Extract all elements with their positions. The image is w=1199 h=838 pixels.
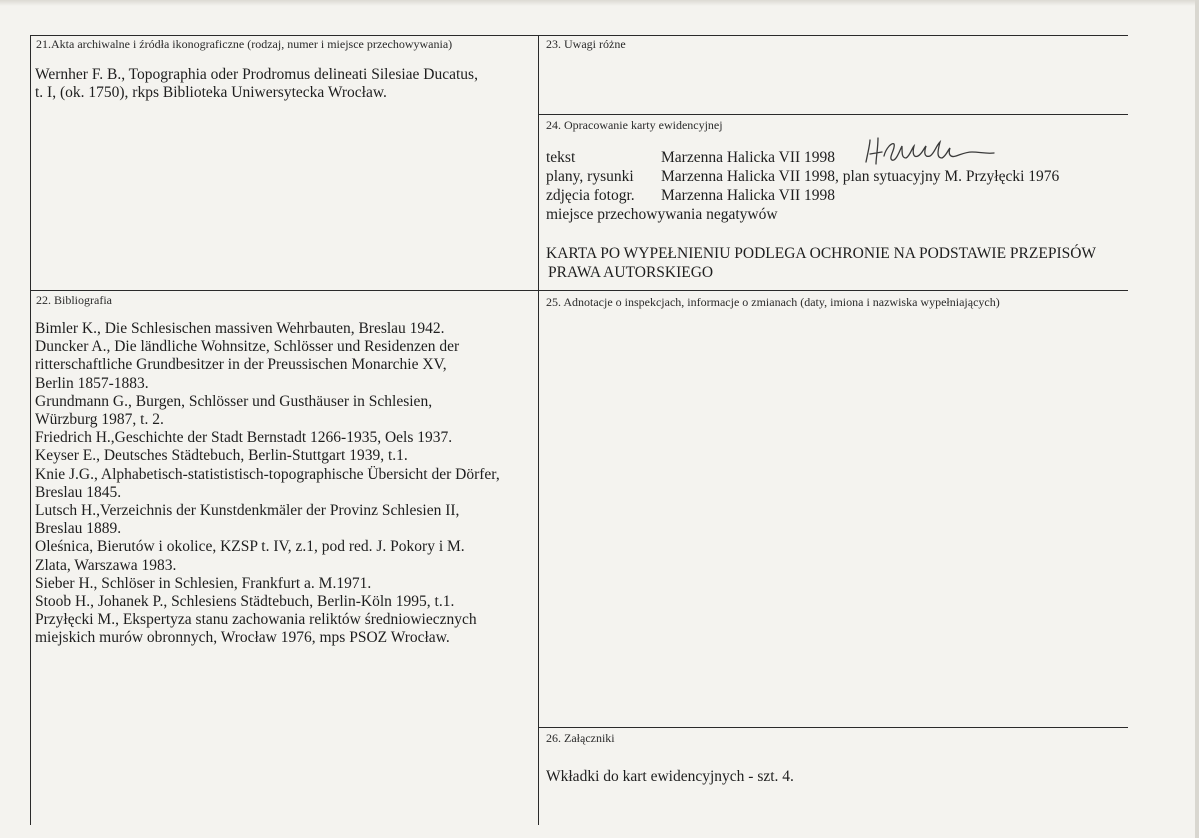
cell-22-label: 22. Bibliografia [36,293,112,307]
bibliography-line: Friedrich H.,Geschichte der Stadt Bernstadt 1266-1935, Oels 1937. [35,429,453,447]
bibliography-line: ritterschaftliche Grundbesitzer in der Preussischen Monarchie XV, [35,356,447,374]
copyright-notice-line-1: KARTA PO WYPEŁNIENIU PODLEGA OCHRONIE NA PODSTAWIE PRZEPISÓW [546,245,1097,262]
grid-line-center [538,35,539,825]
row-value: Marzenna Halicka VII 1998 [661,149,836,166]
bibliography-line: Duncker A., Die ländliche Wohnsitze, Schlösser und Residenzen der [35,338,460,356]
bibliography-line: Stoob H., Johanek P., Schlesiens Städtebuch, Berlin-Köln 1995, t.1. [35,593,455,611]
cell-24-row-drawings [546,168,1059,186]
bibliography-line: Zlata, Warszawa 1983. [35,556,177,574]
cell-24-row-photos [546,187,835,205]
bibliography-line: Bimler K., Die Schlesischen massiven Wehrbauten, Breslau 1942. [35,320,445,337]
grid-line-left [30,35,31,825]
cell-23-label: 23. Uwagi różne [546,37,626,51]
bibliography-line: miejskich murów obronnych, Wrocław 1976, mps PSOZ Wrocław. [35,629,450,647]
bibliography-line: Sieber H., Schlöser in Schlesien, Frankfurt a. M.1971. [35,574,372,592]
grid-line-middle [30,290,1128,291]
grid-line-23-24 [538,114,1128,115]
grid-line-25-26 [538,727,1128,728]
cell-21-label: 21.Akta archiwalne i źródła ikonograficzne (rodzaj, numer i miejsce przechowywania) [36,37,453,51]
bibliography-list [35,320,500,648]
copyright-notice-line-2: PRAWA AUTORSKIEGO [548,264,714,281]
bibliography-line: Breslau 1889. [35,520,122,538]
bibliography-line: Oleśnica, Bierutów i okolice, KZSP t. IV, z.1, pod red. J. Pokory i M. [35,538,465,556]
bibliography-line: Keyser E., Deutsches Städtebuch, Berlin-Stuttgart 1939, t.1. [35,447,408,465]
cell-24-label: 24. Opracowanie karty ewidencyjnej [546,118,723,132]
grid-line-top [30,35,1128,36]
row-key: tekst [546,149,576,166]
cell-25-label: 25. Adnotacje o inspekcjach, informacje o zmianach (daty, imiona i nazwiska wypełniających) [546,295,1000,309]
bibliography-line: Würzburg 1987, t. 2. [35,411,164,429]
cell-26-text: Wkładki do kart ewidencyjnych - szt. 4. [546,768,794,785]
scan-edge-top [0,0,1199,6]
scan-edge-right [1195,0,1199,838]
cell-24-negatives: miejsce przechowywania negatywów [546,206,778,223]
bibliography-line: Berlin 1857-1883. [35,374,149,392]
bibliography-line: Grundmann G., Burgen, Schlösser und Gusthäuser in Schlesien, [35,392,433,410]
cell-24-row-text [546,149,835,167]
cell-21-line-2: t. I, (ok. 1750), rkps Biblioteka Uniwersytecka Wrocław. [35,84,387,101]
bibliography-line: Knie J.G., Alphabetisch-statististisch-topographische Übersicht der Dörfer, [35,465,500,483]
bibliography-line: Przyłęcki M., Ekspertyza stanu zachowania reliktów średniowiecznych [35,611,477,629]
row-value: Marzenna Halicka VII 1998, plan sytuacyjny M. Przyłęcki 1976 [661,168,1060,185]
cell-21-line-1: Wernher F. B., Topographia oder Prodromus delineati Silesiae Ducatus, [35,66,478,83]
row-key: zdjęcia fotogr. [546,187,635,204]
cell-26-label: 26. Załączniki [546,731,615,745]
bibliography-line: Breslau 1845. [35,483,122,501]
bibliography-line: Lutsch H.,Verzeichnis der Kunstdenkmäler der Provinz Schlesien II, [35,502,460,520]
row-value: Marzenna Halicka VII 1998 [661,187,836,204]
row-key: plany, rysunki [546,168,634,185]
